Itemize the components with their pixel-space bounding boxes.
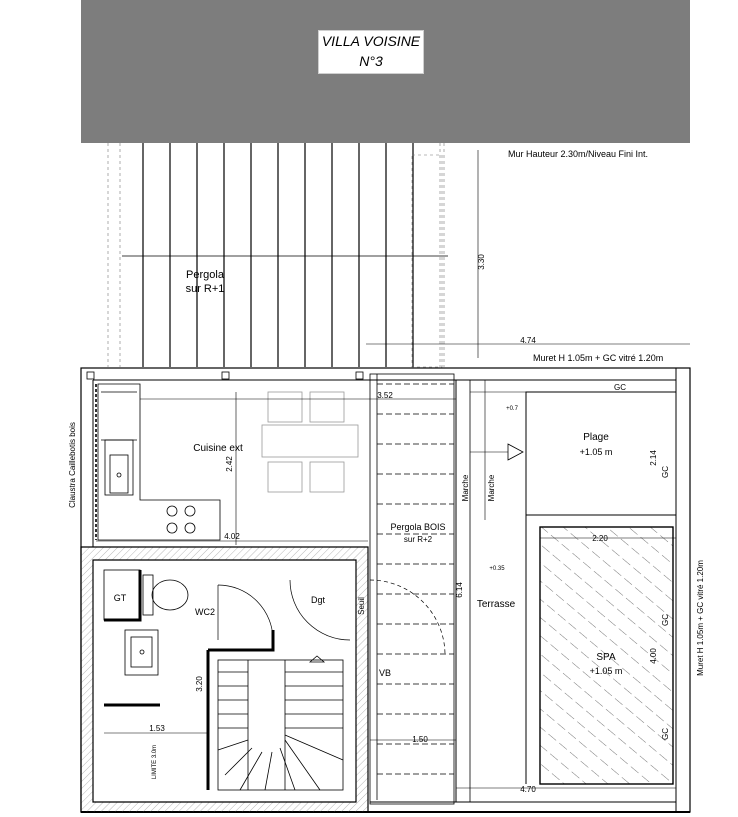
dim-242: 2.42	[225, 456, 234, 472]
dim-150: 1.50	[412, 735, 428, 744]
vb-label: VB	[378, 668, 392, 678]
gt-label: GT	[113, 593, 127, 603]
seuil-label: Seuil	[357, 597, 366, 615]
cuisine-label: Cuisine ext	[193, 443, 243, 454]
interior-block-walls	[81, 547, 368, 812]
claustra-label: Claustra Caillebotis bois	[68, 422, 77, 508]
villa-title-box	[318, 30, 424, 74]
terrasse-label: Terrasse	[476, 599, 516, 610]
gc-spa-lower-label: GC	[661, 728, 670, 740]
post-1	[87, 372, 94, 379]
pergola-bois-slats	[377, 384, 454, 774]
spa-label: SPA	[596, 652, 616, 663]
pergola-guides	[108, 143, 444, 367]
post-2	[222, 372, 229, 379]
dgt-label: Dgt	[310, 595, 326, 605]
wc2-door-swing	[218, 585, 273, 640]
spa-level-label: +1.05 m	[589, 666, 623, 676]
post-3	[356, 372, 363, 379]
muret-top-note: Muret H 1.05m + GC vitré 1.20m	[533, 353, 664, 363]
plage-label: Plage	[583, 432, 609, 443]
villa-title: VILLA VOISINE	[321, 33, 421, 49]
gc-top-label: GC	[614, 383, 626, 392]
marche-label-1: Marche	[461, 474, 470, 502]
dim-320: 3.20	[195, 676, 204, 692]
muret-right-label: Muret H 1.05m + GC vitré 1.20m	[696, 560, 705, 676]
washbasin-icon	[125, 630, 158, 675]
villa-number: N°3	[359, 53, 383, 69]
dim-474: 4.74	[520, 336, 536, 345]
marche-label-2: Marche	[487, 474, 496, 502]
dim-220: 2.20	[592, 534, 608, 543]
pergola-slats	[143, 143, 413, 367]
level-07: +0.7	[506, 406, 518, 412]
dim-330: 3.30	[477, 254, 486, 270]
dim-153: 1.53	[149, 724, 165, 733]
gc-spa-upper-label: GC	[661, 614, 670, 626]
entry-door-swing	[370, 580, 445, 655]
dgt-door-swing	[290, 580, 350, 640]
pergola-bois-label: Pergola BOIS	[390, 522, 446, 532]
toilet-icon	[143, 575, 188, 615]
stair-arrow-icon	[310, 656, 324, 662]
dim-352: 3.52	[377, 391, 393, 400]
cooktop-icon	[167, 506, 195, 533]
dim-214: 2.14	[649, 450, 658, 466]
pergola-label: Pergola	[186, 269, 224, 281]
dim-400: 4.00	[649, 648, 658, 664]
dining-table-chairs	[262, 392, 358, 492]
level-035: +0.35	[489, 566, 505, 572]
level-arrow-icon	[508, 444, 523, 460]
limite-label: LIMITE 3.0m	[152, 744, 158, 780]
wc2-label: WC2	[195, 607, 215, 617]
gc-right-top-label: GC	[661, 466, 670, 478]
dim-402: 4.02	[224, 532, 240, 541]
staircase	[218, 660, 343, 790]
dim-470: 4.70	[520, 785, 536, 794]
dim-614: 6.14	[455, 582, 464, 598]
outdoor-kitchen-counter	[98, 384, 220, 540]
pergola-level-label: sur R+1	[185, 283, 225, 295]
wall-height-note: Mur Hauteur 2.30m/Niveau Fini Int.	[508, 149, 649, 159]
pergola-bois-level-label: sur R+2	[403, 535, 433, 544]
plage-level-label: +1.05 m	[579, 447, 613, 457]
